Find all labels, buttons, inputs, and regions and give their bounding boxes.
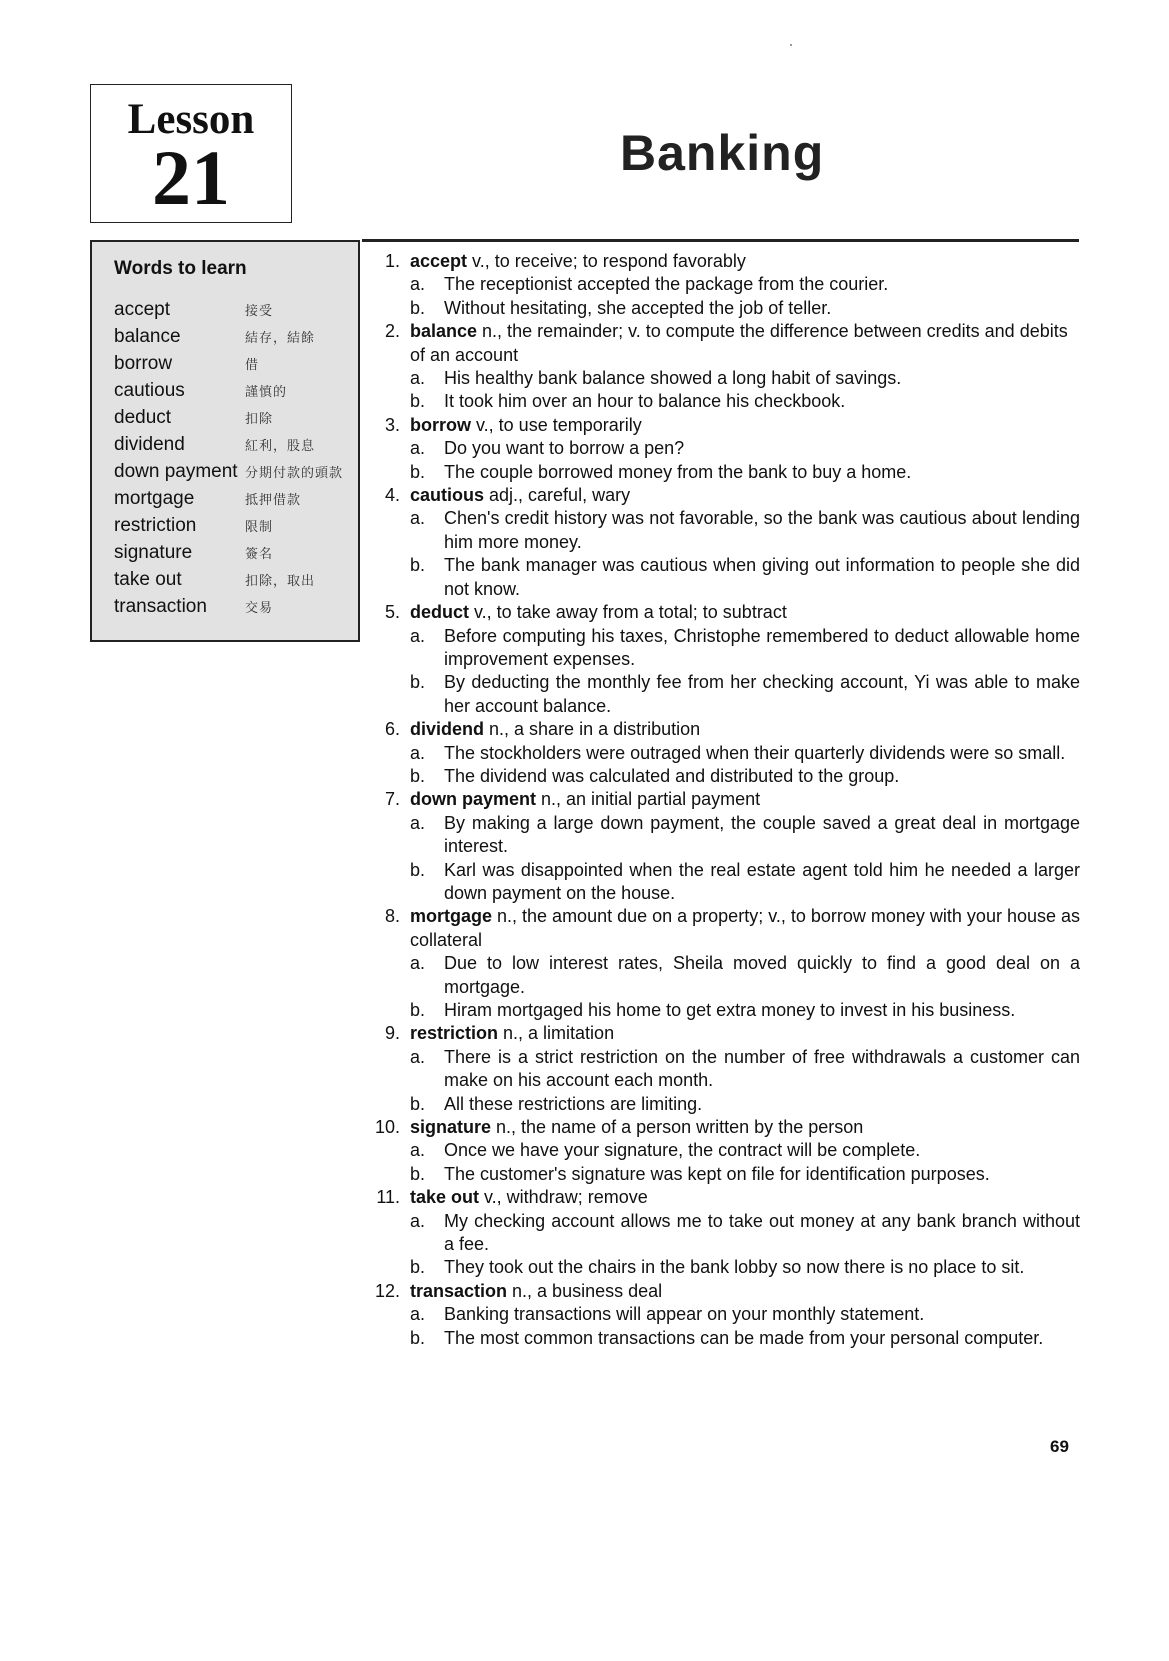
vocab-entry [360, 414, 1080, 484]
example-sentence [410, 1046, 1080, 1093]
word-english: down payment [114, 460, 238, 482]
vocab-entry [360, 484, 1080, 601]
lesson-number: 21 [152, 134, 230, 221]
entry-body [410, 1186, 1080, 1280]
example-letter: a. [410, 625, 426, 646]
example-text: The most common transactions can be made from your personal computer. [444, 1327, 1044, 1348]
entry-term: transaction [410, 1280, 508, 1301]
entry-body [410, 905, 1080, 1022]
word-english: signature [114, 541, 193, 563]
word-english: transaction [114, 595, 207, 617]
example-text: Chen's credit history was not favorable, so the bank was cautious about lending him more money. [444, 508, 1080, 552]
example-letter: b. [410, 859, 426, 880]
word-chinese: 分期付款的頭款 [245, 465, 344, 480]
example-letter: a. [410, 742, 426, 763]
word-item [114, 458, 354, 485]
vocab-entry [360, 320, 1080, 414]
example-text: They took out the chairs in the bank lobby so now there is no place to sit. [444, 1257, 1025, 1278]
example-sentence [410, 812, 1080, 859]
word-chinese: 扣除，取出 [245, 573, 316, 588]
entry-number: 5. [384, 602, 400, 623]
vocabulary-entries [360, 250, 1080, 1350]
word-english: cautious [114, 379, 185, 401]
example-letter: a. [410, 1046, 426, 1067]
entry-number: 6. [384, 719, 400, 740]
entry-headline [410, 1186, 1080, 1209]
example-sentence [410, 554, 1080, 601]
entry-headline [410, 601, 1080, 624]
entry-body [410, 1116, 1080, 1186]
entry-definition: n., the amount due on a property; v., to borrow money with your house as collateral [410, 906, 1081, 950]
word-english: dividend [114, 433, 185, 455]
example-sentence [410, 952, 1080, 999]
entry-headline [410, 484, 1080, 507]
example-text: My checking account allows me to take out money at any bank branch without a fee. [444, 1210, 1080, 1255]
example-sentence [410, 671, 1080, 718]
entry-number: 12. [374, 1280, 400, 1301]
example-sentence [410, 1256, 1080, 1279]
word-chinese: 抵押借款 [245, 492, 302, 507]
entry-definition: n., the name of a person written by the person [491, 1117, 864, 1138]
example-text: Do you want to borrow a pen? [444, 438, 685, 459]
entry-number: 4. [384, 485, 400, 506]
word-english: borrow [114, 352, 173, 374]
word-english: restriction [114, 514, 197, 536]
example-letter: b. [410, 765, 426, 786]
scan-speck [790, 44, 792, 46]
vocab-entry [360, 905, 1080, 1022]
example-text: Without hesitating, she accepted the job of teller. [444, 297, 832, 318]
entry-headline [410, 320, 1080, 367]
example-sentence [410, 437, 1080, 460]
entry-body [410, 484, 1080, 601]
vocab-entry [360, 1022, 1080, 1116]
entry-definition: n., the remainder; v. to compute the difference between credits and debits of an account [410, 321, 1068, 365]
example-text: The customer's signature was kept on file for identification purposes. [444, 1163, 990, 1184]
word-chinese: 紅利，股息 [245, 438, 316, 453]
entry-headline [410, 718, 1080, 741]
entry-body [410, 1022, 1080, 1116]
entry-definition: v., to receive; to respond favorably [467, 251, 746, 271]
entry-body [410, 1280, 1080, 1350]
example-sentence [410, 1303, 1080, 1326]
word-english: deduct [114, 406, 172, 428]
example-letter: a. [410, 953, 426, 974]
vocab-entry [360, 1280, 1080, 1350]
entry-body [410, 601, 1080, 718]
entry-term: balance [410, 321, 478, 342]
word-item [114, 404, 354, 431]
entry-definition: n., an initial partial payment [536, 789, 761, 810]
example-letter: b. [410, 555, 426, 576]
entry-term: cautious [410, 485, 485, 506]
example-letter: b. [410, 461, 426, 482]
entry-definition: n., a business deal [507, 1280, 663, 1301]
entry-body [410, 320, 1080, 414]
word-chinese: 結存，結餘 [245, 330, 316, 345]
entry-term: borrow [410, 414, 471, 435]
vocab-entry [360, 1116, 1080, 1186]
entry-definition: n., a share in a distribution [484, 719, 701, 740]
example-sentence [410, 859, 1080, 906]
example-letter: b. [410, 1163, 426, 1184]
example-sentence [410, 742, 1080, 765]
entry-number: 9. [384, 1023, 400, 1044]
entry-number: 10. [374, 1117, 400, 1138]
word-chinese: 限制 [245, 519, 274, 534]
entry-term: deduct [410, 602, 470, 623]
entry-headline [410, 905, 1080, 952]
word-chinese: 簽名 [245, 546, 274, 561]
entry-headline [410, 1022, 1080, 1045]
example-letter: a. [410, 438, 426, 459]
entry-headline [410, 1280, 1080, 1303]
words-heading: Words to learn [114, 258, 247, 279]
entry-definition: v., withdraw; remove [479, 1187, 648, 1208]
example-text: Banking transactions will appear on your monthly statement. [444, 1304, 925, 1325]
entry-definition: n., a limitation [498, 1023, 615, 1044]
word-english: take out [114, 568, 182, 590]
entry-body [410, 788, 1080, 905]
entry-body [410, 718, 1080, 788]
entry-definition: adj., careful, wary [484, 485, 631, 506]
word-english: balance [114, 325, 181, 347]
entry-number: 3. [384, 414, 400, 435]
entry-headline [410, 414, 1080, 437]
entry-term: mortgage [410, 906, 493, 927]
example-sentence [410, 1139, 1080, 1162]
vocab-entry [360, 1186, 1080, 1280]
entry-number: 8. [384, 906, 400, 927]
example-letter: b. [410, 297, 426, 318]
example-sentence [410, 1327, 1080, 1350]
words-list [114, 296, 354, 620]
example-sentence [410, 625, 1080, 672]
example-letter: a. [410, 368, 426, 389]
example-text: Before computing his taxes, Christophe remembered to deduct allowable home improvement expenses. [444, 625, 1080, 669]
entry-definition: v., to take away from a total; to subtract [469, 602, 787, 623]
example-text: By making a large down payment, the couple saved a great deal in mortgage interest. [444, 812, 1080, 857]
lesson-badge [90, 84, 292, 223]
word-item [114, 431, 354, 458]
word-item [114, 512, 354, 539]
example-sentence [410, 765, 1080, 788]
entry-body [410, 250, 1080, 320]
entry-term: take out [410, 1187, 480, 1208]
vocab-entry [360, 718, 1080, 788]
example-sentence [410, 1163, 1080, 1186]
example-text: The bank manager was cautious when giving out information to people she did not know. [444, 555, 1080, 599]
word-chinese: 借 [245, 357, 260, 372]
example-text: Hiram mortgaged his home to get extra money to invest in his business. [444, 1000, 1016, 1020]
word-item [114, 539, 354, 566]
example-letter: a. [410, 1304, 426, 1325]
example-text: The couple borrowed money from the bank to buy a home. [444, 461, 912, 482]
word-english: accept [114, 298, 170, 320]
example-sentence [410, 297, 1080, 320]
word-item [114, 377, 354, 404]
example-text: The receptionist accepted the package from the courier. [444, 274, 889, 295]
entry-number: 2. [384, 321, 400, 342]
entry-term: down payment [410, 789, 537, 810]
word-item [114, 485, 354, 512]
example-letter: a. [410, 812, 426, 833]
entry-term: dividend [410, 719, 485, 740]
example-sentence [410, 999, 1080, 1022]
example-text: Due to low interest rates, Sheila moved quickly to find a good deal on a mortgage. [444, 953, 1080, 997]
example-sentence [410, 1210, 1080, 1257]
vocab-entry [360, 788, 1080, 905]
word-item [114, 296, 354, 323]
entry-term: restriction [410, 1023, 499, 1044]
example-letter: a. [410, 1140, 426, 1161]
example-letter: b. [410, 1093, 426, 1114]
example-text: His healthy bank balance showed a long habit of savings. [444, 368, 902, 389]
entry-headline [410, 1116, 1080, 1139]
word-chinese: 接受 [245, 303, 274, 318]
example-sentence [410, 1093, 1080, 1116]
lesson-label: Lesson [127, 96, 255, 143]
word-chinese: 扣除 [245, 411, 274, 426]
entry-term: signature [410, 1117, 492, 1138]
example-text: Once we have your signature, the contract will be complete. [444, 1140, 921, 1161]
entry-definition: v., to use temporarily [471, 414, 642, 435]
example-letter: b. [410, 1257, 426, 1278]
example-letter: b. [410, 1327, 426, 1348]
example-letter: b. [410, 391, 426, 412]
example-text: Karl was disappointed when the real estate agent told him he needed a larger down payment on the house. [444, 859, 1080, 903]
vocab-entry [360, 250, 1080, 320]
entry-term: accept [410, 251, 468, 271]
example-sentence [410, 390, 1080, 413]
word-item [114, 350, 354, 377]
word-english: mortgage [114, 487, 195, 509]
entry-headline [410, 250, 1080, 273]
example-sentence [410, 273, 1080, 296]
example-text: By deducting the monthly fee from her checking account, Yi was able to make her account balance. [444, 672, 1080, 716]
entry-headline [410, 788, 1080, 811]
example-text: The stockholders were outraged when their quarterly dividends were so small. [444, 742, 1066, 763]
example-sentence [410, 461, 1080, 484]
example-text: The dividend was calculated and distributed to the group. [444, 765, 900, 786]
entry-body [410, 414, 1080, 484]
entry-number: 1. [384, 251, 400, 271]
word-item [114, 593, 354, 620]
example-letter: a. [410, 274, 426, 295]
example-sentence [410, 507, 1080, 554]
example-letter: b. [410, 672, 426, 693]
word-item [114, 323, 354, 350]
word-chinese: 交易 [245, 600, 274, 615]
vocab-entry [360, 601, 1080, 718]
example-text: There is a strict restriction on the number of free withdrawals a customer can make on his account each month. [444, 1046, 1080, 1091]
example-letter: a. [410, 1210, 426, 1231]
example-text: All these restrictions are limiting. [444, 1093, 703, 1114]
example-letter: a. [410, 508, 426, 529]
page-title: Banking [620, 125, 825, 181]
word-chinese: 謹慎的 [245, 384, 288, 399]
word-item [114, 566, 354, 593]
entry-number: 7. [384, 789, 400, 810]
example-sentence [410, 367, 1080, 390]
page-number: 69 [1050, 1437, 1069, 1456]
words-to-learn-box [90, 240, 360, 642]
example-text: It took him over an hour to balance his checkbook. [444, 391, 846, 412]
entry-number: 11. [376, 1187, 400, 1208]
title-divider [362, 239, 1079, 242]
example-letter: b. [410, 1000, 426, 1020]
